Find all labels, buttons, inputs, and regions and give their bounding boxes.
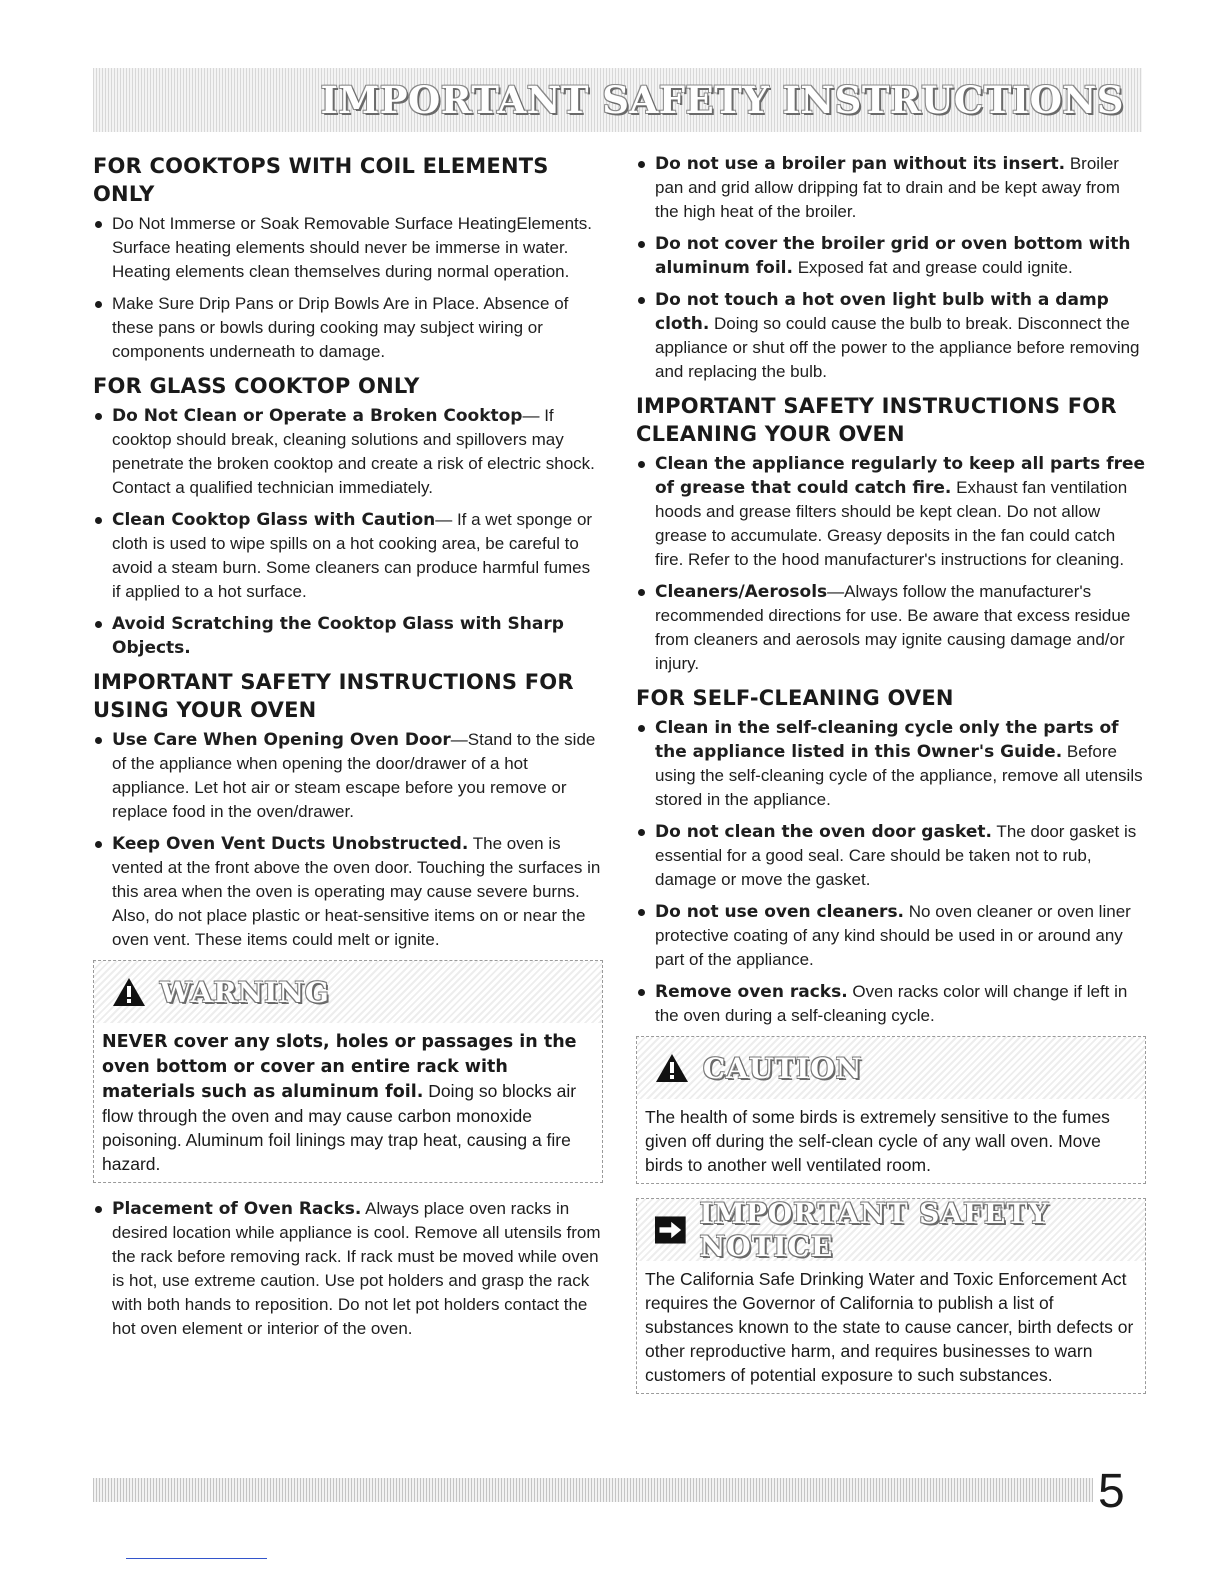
section-heading: IMPORTANT SAFETY INSTRUCTIONS FOR USING YOUR OVEN xyxy=(93,670,574,722)
bullet-list xyxy=(93,404,603,660)
section-broiler xyxy=(636,152,1146,384)
item-bold-text: Do not touch a hot oven light bulb with a damp cloth. xyxy=(655,290,1109,334)
item-text: No oven cleaner or oven liner protective coating of any kind should be used in or around any part of the appliance. xyxy=(655,902,1131,969)
item-text: Oven racks color will change if left in the oven during a self-cleaning cycle. xyxy=(655,982,1128,1025)
warning-body-text: Doing so blocks air flow through the oven and may cause carbon monoxide poisoning. Aluminum foil linings may trap heat, causing a fire hazard. xyxy=(102,1081,577,1174)
caution-title: CAUTION xyxy=(703,1051,863,1085)
list-item xyxy=(636,980,1146,1028)
item-bold-text: Clean the appliance regularly to keep all parts free of grease that could catch fire. xyxy=(655,454,1146,498)
left-column xyxy=(93,152,603,1349)
list-item xyxy=(636,580,1146,676)
notice-text: The California Safe Drinking Water and Toxic Enforcement Act requires the Governor of California to publish a list of substances known to the state to cause cancer, birth defects or other reproductive harm, and requires businesses to warn customers of potential exposure to such substances. xyxy=(645,1269,1134,1385)
list-item xyxy=(636,716,1146,812)
list-item xyxy=(93,612,603,660)
bullet-list xyxy=(93,1197,603,1341)
item-text: Broiler pan and grid allow dripping fat to drain and be kept away from the high heat of the broiler. xyxy=(655,154,1120,221)
notice-box xyxy=(636,1198,1146,1394)
warning-text xyxy=(94,1023,602,1182)
item-bold-text: Clean in the self-cleaning cycle only the parts of the appliance listed in this Owner's Guide. xyxy=(655,718,1119,762)
item-text: Do Not Immerse or Soak Removable Surface HeatingElements. Surface heating elements should never be immerse in water. Heating elements clean themselves during normal operation. xyxy=(112,214,592,281)
list-item xyxy=(93,404,603,500)
section-heading: IMPORTANT SAFETY INSTRUCTIONS FOR CLEANING YOUR OVEN xyxy=(636,394,1117,446)
bullet-list xyxy=(636,152,1146,384)
item-text: Exposed fat and grease could ignite. xyxy=(792,258,1073,277)
list-item xyxy=(636,152,1146,224)
section-heading: FOR COOKTOPS WITH COIL ELEMENTS ONLY xyxy=(93,154,549,206)
item-text: —Stand to the side of the appliance when opening the door/drawer of a hot appliance. Let hot air or steam escape before you remove or replace food in the oven/drawer. xyxy=(112,730,596,821)
item-text: — If a wet sponge or cloth is used to wipe spills on a hot cooking area, be careful to avoid a steam burn. Some cleaners can produce harmful fumes if applied to a hot surface. xyxy=(112,510,593,601)
title-banner xyxy=(93,68,1142,132)
warning-triangle-icon xyxy=(112,977,146,1007)
item-bold-text: Do not cover the broiler grid or oven bottom with aluminum foil. xyxy=(655,234,1131,278)
bullet-list xyxy=(93,728,603,952)
list-item xyxy=(636,820,1146,892)
bottom-rule xyxy=(126,1558,267,1559)
caution-triangle-icon xyxy=(655,1053,689,1083)
footer-bar xyxy=(93,1478,1093,1502)
item-bold-text: Do not use oven cleaners. xyxy=(655,902,905,922)
item-text: Doing so could cause the bulb to break. Disconnect the appliance or shut off the power to the appliance before removing and replacing the bulb. xyxy=(655,314,1140,381)
notice-header xyxy=(637,1199,1145,1261)
section-using-oven xyxy=(93,668,603,952)
item-bold-text: Use Care When Opening Oven Door xyxy=(112,730,451,750)
list-item xyxy=(636,232,1146,280)
list-item xyxy=(93,292,603,364)
list-item xyxy=(93,728,603,824)
warning-box xyxy=(93,960,603,1183)
item-bold-text: Cleaners/Aerosols xyxy=(655,582,828,602)
item-bold-text: Do not use a broiler pan without its insert. xyxy=(655,154,1066,174)
item-bold-text: Avoid Scratching the Cooktop Glass with Sharp Objects. xyxy=(112,614,564,658)
section-glass xyxy=(93,372,603,660)
section-racks xyxy=(93,1197,603,1341)
warning-bold-text: NEVER cover any slots, holes or passages in the oven bottom or cover an entire rack with materials such as aluminum foil. xyxy=(102,1032,577,1102)
item-text: Exhaust fan ventilation hoods and grease filters should be kept clean. Do not allow grease to accumulate. Greasy deposits in the fan could catch fire. Refer to the hood manufacturer's instructions for cleaning. xyxy=(655,478,1128,569)
bullet-list xyxy=(636,716,1146,1028)
item-bold-text: Placement of Oven Racks. xyxy=(112,1199,362,1219)
item-bold-text: Do Not Clean or Operate a Broken Cooktop xyxy=(112,406,523,426)
list-item xyxy=(93,1197,603,1341)
list-item xyxy=(636,900,1146,972)
item-text: Always place oven racks in desired location while appliance is cool. Remove all utensils from the rack before removing rack. If rack must be moved while oven is hot, use extreme caution. Use pot holders and grasp the rack with both hands to reposition. Do not let pot holders contact the hot oven element or interior of the oven. xyxy=(112,1199,601,1338)
item-text: The door gasket is essential for a good seal. Care should be taken not to rub, damage or move the gasket. xyxy=(655,822,1137,889)
notice-title: IMPORTANT SAFETY NOTICE xyxy=(699,1197,1050,1263)
item-text: Before using the self-cleaning cycle of the appliance, remove all utensils stored in the appliance. xyxy=(655,742,1143,809)
list-item xyxy=(93,212,603,284)
list-item xyxy=(93,508,603,604)
caution-header xyxy=(637,1037,1145,1099)
section-heading: FOR GLASS COOKTOP ONLY xyxy=(93,374,420,398)
item-bold-text: Do not clean the oven door gasket. xyxy=(655,822,993,842)
caution-text: The health of some birds is extremely sensitive to the fumes given off during the self-clean cycle of any wall oven. Move birds to another well ventilated room. xyxy=(645,1107,1110,1175)
list-item xyxy=(636,452,1146,572)
arrow-notice-icon xyxy=(655,1215,686,1245)
section-cleaning xyxy=(636,392,1146,676)
item-text: —Always follow the manufacturer's recommended directions for use. Be aware that excess residue from cleaners and aerosols may ignite causing damage and/or injury. xyxy=(655,582,1131,673)
page-title: IMPORTANT SAFETY INSTRUCTIONS xyxy=(320,78,1124,122)
section-heading: FOR SELF-CLEANING OVEN xyxy=(636,686,954,710)
item-bold-text: Remove oven racks. xyxy=(655,982,848,1002)
page-number: 5 xyxy=(1098,1465,1125,1518)
section-coil xyxy=(93,152,603,364)
list-item xyxy=(636,288,1146,384)
item-text: Make Sure Drip Pans or Drip Bowls Are in Place. Absence of these pans or bowls during cooking may subject wiring or components underneath to damage. xyxy=(112,294,569,361)
caution-box xyxy=(636,1036,1146,1184)
warning-header xyxy=(94,961,602,1023)
item-bold-text: Clean Cooktop Glass with Caution xyxy=(112,510,436,530)
bullet-list xyxy=(636,452,1146,676)
item-text: The oven is vented at the front above the oven door. Touching the surfaces in this area when the oven is operating may cause severe burns. Also, do not place plastic or heat-sensitive items on or near the oven vent. These items could melt or ignite. xyxy=(112,834,601,949)
item-text: — If cooktop should break, cleaning solutions and spillovers may penetrate the broken cooktop and create a risk of electric shock. Contact a qualified technician immediately. xyxy=(112,406,595,497)
section-self-cleaning xyxy=(636,684,1146,1028)
right-column xyxy=(636,152,1146,1408)
warning-title: WARNING xyxy=(160,975,330,1009)
item-bold-text: Keep Oven Vent Ducts Unobstructed. xyxy=(112,834,469,854)
bullet-list xyxy=(93,212,603,364)
list-item xyxy=(93,832,603,952)
